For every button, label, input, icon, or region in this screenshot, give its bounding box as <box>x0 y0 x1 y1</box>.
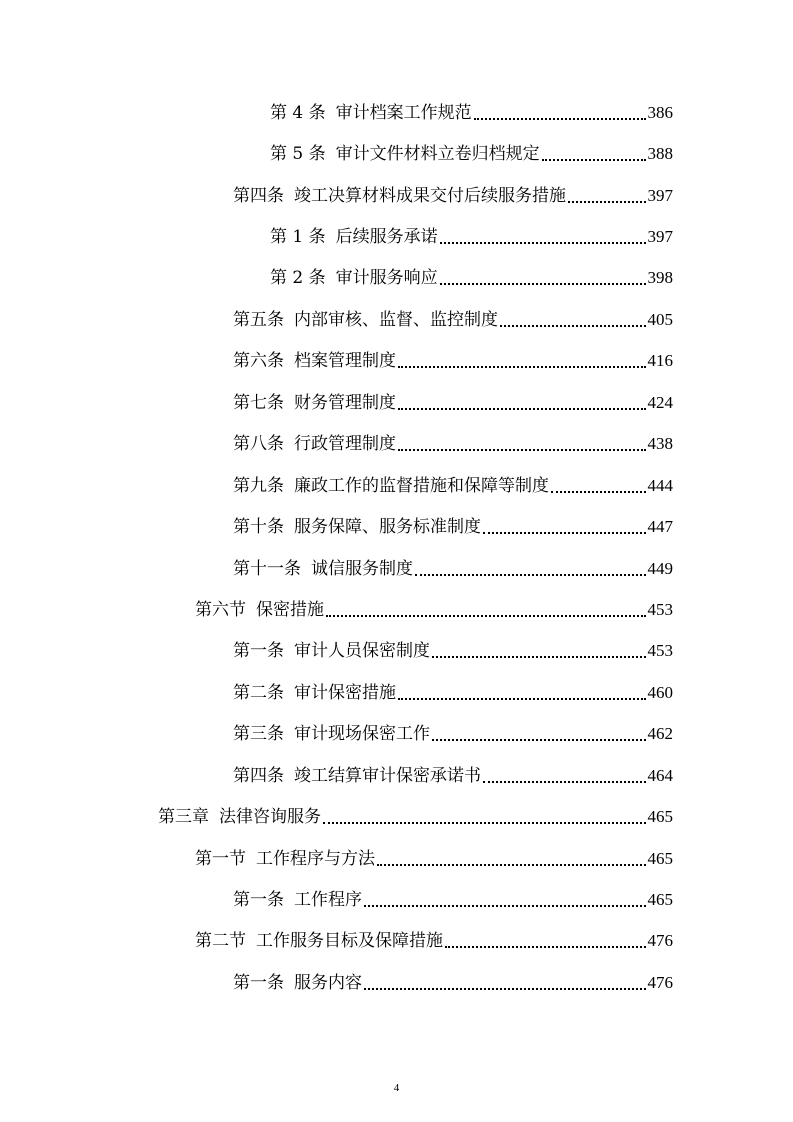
toc-entry-title: 廉政工作的监督措施和保障等制度 <box>294 476 549 496</box>
toc-entry[interactable] <box>233 718 673 744</box>
toc-entry[interactable] <box>233 345 673 371</box>
toc-dot-leader <box>551 477 646 493</box>
toc-dot-leader <box>500 311 646 327</box>
toc-entry-title: 工作程序 <box>294 890 362 910</box>
toc-entry-page: 449 <box>647 559 673 578</box>
toc-entry[interactable] <box>233 180 673 206</box>
toc-entry-title: 财务管理制度 <box>294 393 396 413</box>
toc-entry-number: 第九条 <box>233 476 284 496</box>
toc-entry-title: 行政管理制度 <box>294 434 396 454</box>
toc-dot-leader <box>364 974 646 990</box>
toc-entry-number: 第一条 <box>233 973 284 993</box>
toc-entry-title: 服务保障、服务标准制度 <box>294 517 481 537</box>
toc-entry-title: 工作程序与方法 <box>256 849 375 869</box>
toc-entry-page: 444 <box>647 476 673 495</box>
toc-entry-title: 保密措施 <box>256 600 324 620</box>
toc-entry-page: 465 <box>647 807 673 826</box>
toc-entry-number: 第七条 <box>233 393 284 413</box>
toc-entry-page: 464 <box>647 766 673 785</box>
toc-entry-page: 386 <box>647 103 673 122</box>
toc-entry-number: 第五条 <box>233 310 284 330</box>
toc-entry-page: 416 <box>647 351 673 370</box>
toc-dot-leader <box>323 808 646 824</box>
toc-entry[interactable] <box>233 884 673 910</box>
toc-dot-leader <box>445 932 646 948</box>
toc-entry-page: 447 <box>647 517 673 536</box>
toc-entry-page: 460 <box>647 683 673 702</box>
toc-entry[interactable] <box>270 138 673 164</box>
toc-entry[interactable] <box>233 760 673 786</box>
toc-entry-title: 竣工结算审计保密承诺书 <box>294 766 481 786</box>
toc-entry-number: 第八条 <box>233 434 284 454</box>
toc-entry-page: 424 <box>647 393 673 412</box>
toc-dot-leader <box>568 187 646 203</box>
toc-entry-title: 后续服务承诺 <box>335 227 438 247</box>
toc-entry-number: 第 5 条 <box>270 144 326 164</box>
toc-entry-title: 工作服务目标及保障措施 <box>256 931 443 951</box>
toc-entry-number: 第十一条 <box>233 559 301 579</box>
toc-entry[interactable] <box>270 97 673 123</box>
toc-entry-page: 397 <box>647 227 673 246</box>
toc-entry[interactable] <box>233 387 673 413</box>
toc-entry-page: 388 <box>647 144 673 163</box>
toc-entry-title: 服务内容 <box>294 973 362 993</box>
toc-entry[interactable] <box>233 967 673 993</box>
toc-entry[interactable] <box>195 594 673 620</box>
toc-entry-number: 第 1 条 <box>270 227 326 247</box>
toc-dot-leader <box>483 767 646 783</box>
toc-entry-page: 465 <box>647 849 673 868</box>
toc-entry-title: 审计保密措施 <box>294 683 396 703</box>
toc-dot-leader <box>398 352 646 368</box>
toc-entry-page: 438 <box>647 434 673 453</box>
toc-entry[interactable] <box>195 843 673 869</box>
toc-entry-number: 第三条 <box>233 724 284 744</box>
toc-entry-page: 476 <box>647 931 673 950</box>
toc-dot-leader <box>440 269 646 285</box>
toc-entry-title: 审计服务响应 <box>335 268 438 288</box>
toc-entry-number: 第一节 <box>195 849 246 869</box>
toc-entry-number: 第二条 <box>233 683 284 703</box>
toc-entry-number: 第十条 <box>233 517 284 537</box>
toc-entry-number: 第六条 <box>233 351 284 371</box>
toc-entry-title: 内部审核、监督、监控制度 <box>294 310 498 330</box>
toc-dot-leader <box>440 228 646 244</box>
toc-entry-number: 第 4 条 <box>270 103 326 123</box>
toc-dot-leader <box>377 850 646 866</box>
toc-entry-title: 审计文件材料立卷归档规定 <box>335 144 540 164</box>
toc-entry[interactable] <box>233 553 673 579</box>
toc-entry-title: 法律咨询服务 <box>219 807 321 827</box>
toc-entry[interactable] <box>233 304 673 330</box>
toc-dot-leader <box>398 435 646 451</box>
page-number: 4 <box>393 1082 400 1094</box>
toc-dot-leader <box>432 642 646 658</box>
toc-entry-number: 第一条 <box>233 890 284 910</box>
toc-entry-number: 第四条 <box>233 766 284 786</box>
toc-dot-leader <box>398 394 646 410</box>
toc-entry[interactable] <box>233 635 673 661</box>
toc-entry-number: 第四条 <box>233 186 284 206</box>
toc-dot-leader <box>542 145 646 161</box>
toc-entry-page: 398 <box>647 268 673 287</box>
toc-entry[interactable] <box>158 801 673 827</box>
toc-dot-leader <box>398 684 646 700</box>
toc-entry-number: 第三章 <box>158 807 209 827</box>
toc-entry[interactable] <box>233 511 673 537</box>
toc-entry-title: 诚信服务制度 <box>311 559 413 579</box>
toc-entry-title: 审计档案工作规范 <box>335 103 472 123</box>
toc-entry-page: 453 <box>647 641 673 660</box>
toc-entry[interactable] <box>233 677 673 703</box>
toc-dot-leader <box>474 104 646 120</box>
toc-entry[interactable] <box>233 470 673 496</box>
toc-entry-number: 第一条 <box>233 641 284 661</box>
toc-entry-page: 462 <box>647 724 673 743</box>
toc-entry-number: 第 2 条 <box>270 268 326 288</box>
toc-entry-page: 397 <box>647 186 673 205</box>
toc-entry[interactable] <box>233 428 673 454</box>
toc-entry-page: 453 <box>647 600 673 619</box>
toc-entry-title: 审计人员保密制度 <box>294 641 430 661</box>
toc-entry-page: 476 <box>647 973 673 992</box>
toc-dot-leader <box>326 601 646 617</box>
toc-entry-title: 竣工决算材料成果交付后续服务措施 <box>294 186 566 206</box>
toc-entry-title: 审计现场保密工作 <box>294 724 430 744</box>
toc-entry-number: 第六节 <box>195 600 246 620</box>
toc-entry[interactable] <box>270 262 673 288</box>
toc-dot-leader <box>483 518 646 534</box>
toc-entry-page: 405 <box>647 310 673 329</box>
toc-dot-leader <box>432 725 646 741</box>
toc-dot-leader <box>364 891 646 907</box>
toc-entry-number: 第二节 <box>195 931 246 951</box>
toc-dot-leader <box>415 560 646 576</box>
toc-entry-page: 465 <box>647 890 673 909</box>
toc-entry[interactable] <box>270 221 673 247</box>
toc-entry-title: 档案管理制度 <box>294 351 396 371</box>
toc-entry[interactable] <box>195 925 673 951</box>
